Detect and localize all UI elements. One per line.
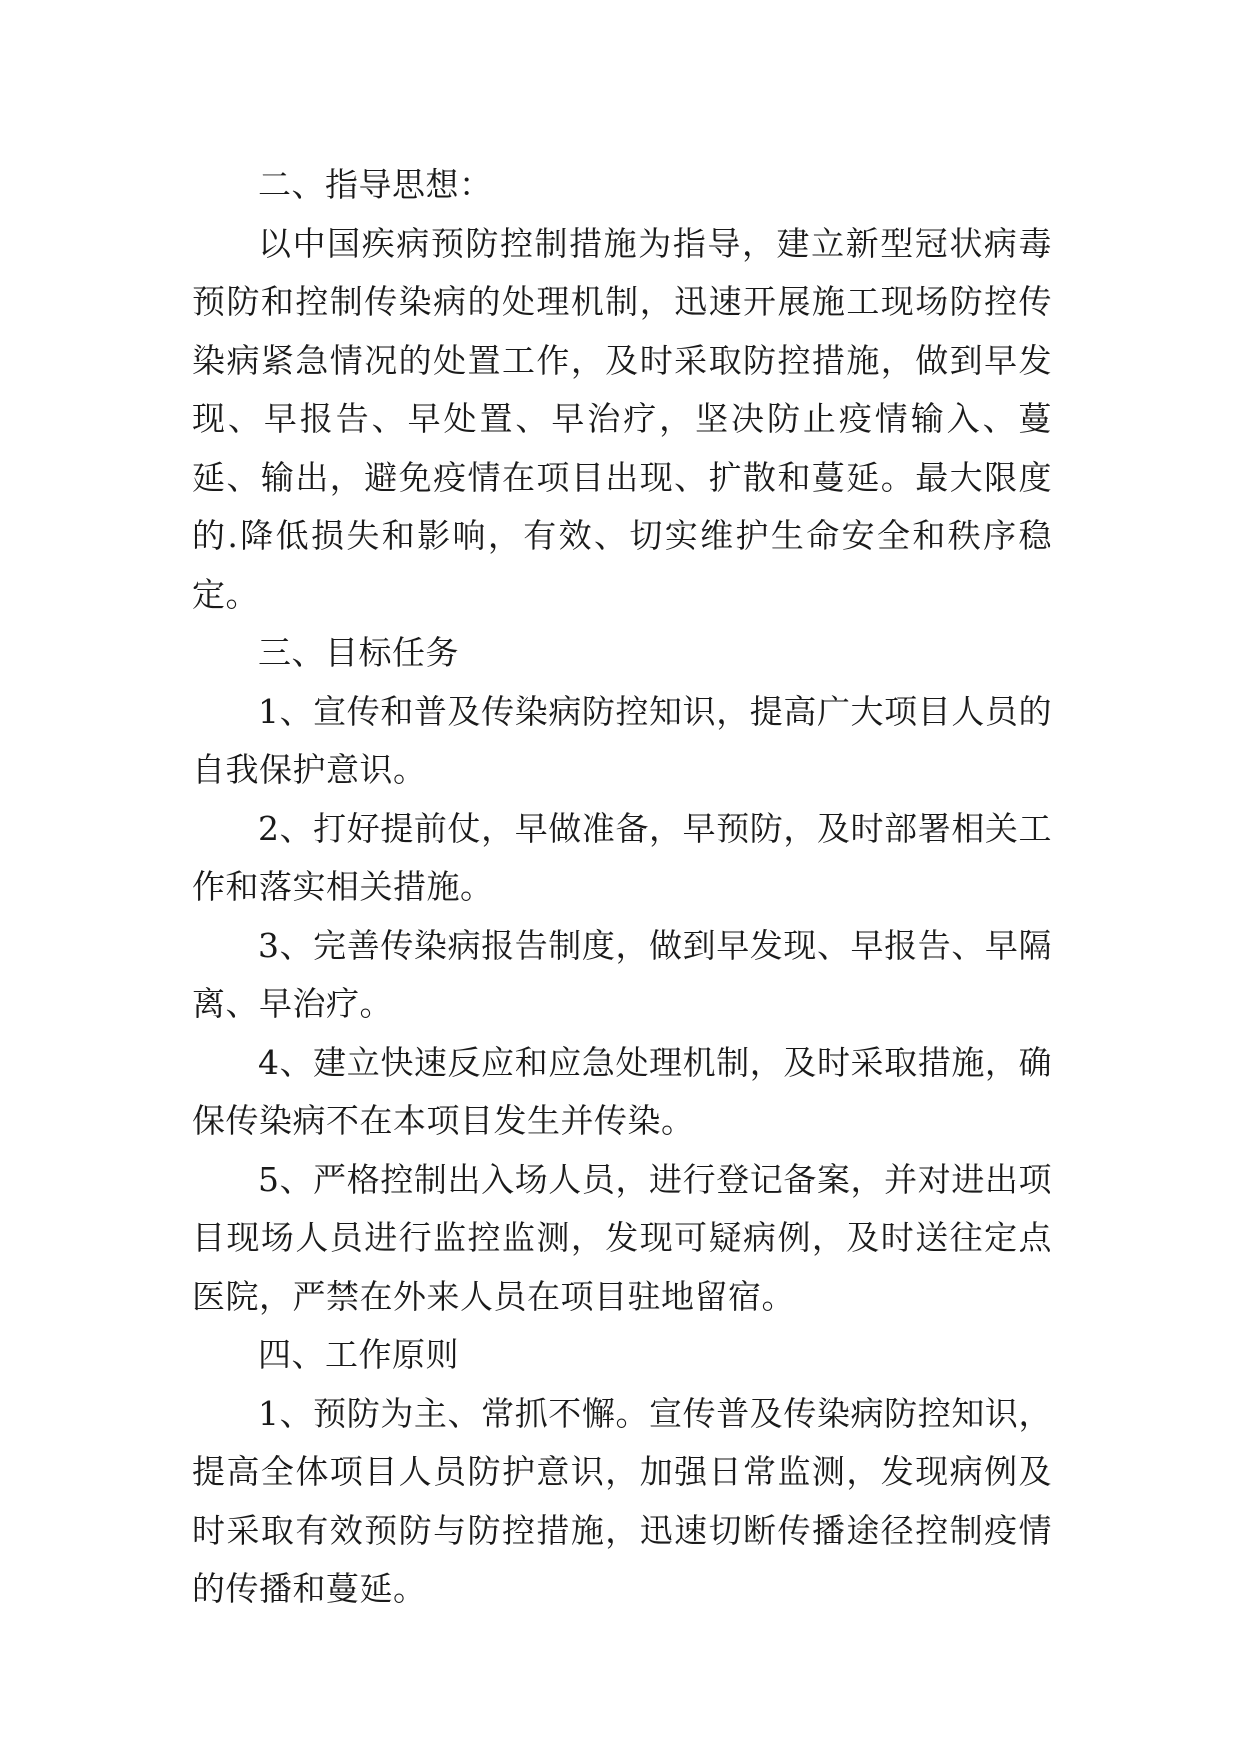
section-heading-work-principles: 四、工作原则: [258, 1335, 459, 1374]
list-item-task-3: 3、完善传染病报告制度，做到早发现、早报告、早隔离、早治疗。: [192, 925, 1052, 1023]
section-heading-guiding-ideology: 二、指导思想：: [258, 165, 493, 204]
document-page: [192, 156, 1052, 1619]
list-item-task-4: 4、建立快速反应和应急处理机制，及时采取措施，确保传染病不在本项目发生并传染。: [192, 1042, 1052, 1140]
list-item-task-1: 1、宣传和普及传染病防控知识，提高广大项目人员的自我保护意识。: [192, 691, 1052, 789]
section-heading-goals-tasks: 三、目标任务: [258, 633, 459, 672]
paragraph-guiding-ideology-body: 以中国疾病预防控制措施为指导，建立新型冠状病毒预防和控制传染病的处理机制，迅速开展施工现场防控传染病紧急情况的处置工作，及时采取防控措施，做到早发现、早报告、早处置、早治疗，坚决防止疫情输入、蔓延、输出，避免疫情在项目出现、扩散和蔓延。最大限度的.降低损失和影响，有效、切实维护生命安全和秩序稳定。: [192, 223, 1052, 614]
list-item-task-5: 5、严格控制出入场人员，进行登记备案，并对进出项目现场人员进行监控监测，发现可疑病例，及时送往定点医院，严禁在外来人员在项目驻地留宿。: [192, 1159, 1052, 1316]
list-item-principle-1: 1、预防为主、常抓不懈。宣传普及传染病防控知识，提高全体项目人员防护意识，加强日常监测，发现病例及时采取有效预防与防控措施，迅速切断传播途径控制疫情的传播和蔓延。: [192, 1393, 1052, 1608]
list-item-task-2: 2、打好提前仗，早做准备，早预防，及时部署相关工作和落实相关措施。: [192, 808, 1052, 906]
